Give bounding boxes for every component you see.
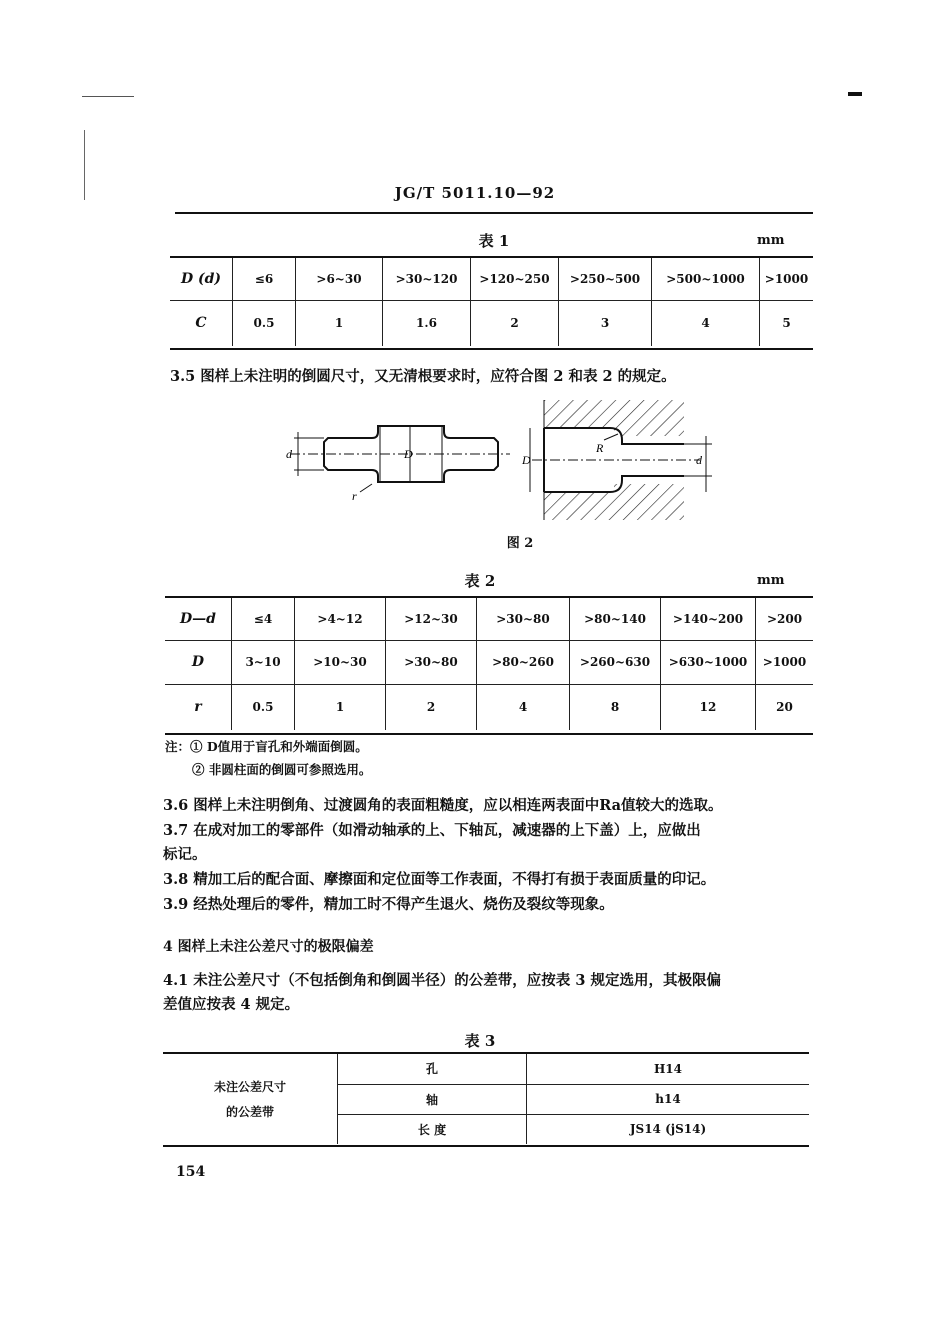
table-cell: D (d) [180,270,222,287]
table-cell: 5 [760,300,814,346]
dim-label-R: R [596,441,604,455]
leader-line [604,434,618,440]
table-cell: >80~140 [570,598,661,640]
table3-row-header [163,1054,338,1144]
table-cell: >250~500 [559,258,652,300]
table-cell: >30~80 [386,640,477,684]
table-cell: >1000 [756,640,814,684]
table-cell: 20 [756,684,814,730]
table3-bottom-rule [163,1145,809,1147]
table3-row-hole [163,1054,809,1084]
table-cell: 长 度 [338,1114,527,1144]
dim-label-d-left: d [286,447,292,461]
table-cell: >630~1000 [661,640,756,684]
table-cell: H14 [527,1054,810,1084]
table-cell: >4~12 [295,598,386,640]
table2-title: 表 2 [464,572,496,590]
table-cell: 1 [295,684,386,730]
table1-row-c [170,300,813,346]
table-cell: JS14 (jS14) [629,1122,707,1137]
table-cell: >500~1000 [652,258,760,300]
table-cell: 8 [570,684,661,730]
section-4-heading: 4 图样上未注公差尺寸的极限偏差 [163,939,374,955]
table1-unit: mm [757,233,785,248]
table-cell: 3~10 [232,640,295,684]
paragraph-3-6: 3.6 图样上未注明倒角、过渡圆角的表面粗糙度，应以相连两表面中Ra值较大的选取。 [163,797,723,814]
table-cell: >30~80 [477,598,570,640]
table-cell: >260~630 [570,640,661,684]
table-cell: 3 [559,300,652,346]
table-cell: ≤6 [233,258,296,300]
table-cell: >80~260 [477,640,570,684]
table2-row-D [165,640,813,684]
paragraph-3-7: 3.7 在成对加工的零部件（如滑动轴承的上、下轴瓦，减速器的上下盖）上，应做出 [163,822,701,839]
table-cell: C [170,300,233,346]
dim-label-D-left: D [404,447,413,461]
table-cell: 轴 [338,1084,527,1114]
table2 [165,598,813,730]
table2-unit: mm [757,573,785,588]
table2-row-dd [165,598,813,640]
paragraph-3-7-cont: 标记。 [163,846,207,863]
table2-bottom-rule [165,733,813,735]
table-cell: >120~250 [471,258,559,300]
table-cell: r [165,684,232,730]
table-cell: >6~30 [296,258,383,300]
page-number: 154 [176,1164,206,1180]
table-cell: 4 [652,300,760,346]
table-cell: 2 [386,684,477,730]
dim-label-d-right: d [696,453,702,467]
table-cell: D [165,640,232,684]
document-code: JG/T 5011.10—92 [394,184,556,202]
dim-label-r: r [352,489,357,503]
table-cell: 4 [477,684,570,730]
dim-label-D-right: D [522,453,531,467]
table-cell: 2 [471,300,559,346]
table-cell: >12~30 [386,598,477,640]
paragraph-3-8: 3.8 精加工后的配合面、摩擦面和定位面等工作表面，不得打有损于表面质量的印记。 [163,871,716,888]
table-cell: >140~200 [661,598,756,640]
table-cell: h14 [527,1084,810,1114]
table3-title: 表 3 [464,1032,496,1050]
table2-row-r [165,684,813,730]
paragraph-4-1-cont: 差值应按表 4 规定。 [163,996,300,1013]
table-cell: 0.5 [232,684,295,730]
note-2: ② 非圆柱面的倒圆可参照选用。 [192,762,372,777]
table-cell: D—d [180,610,216,627]
table3-row-header-line1: 未注公差尺寸 [213,1080,286,1094]
table-cell: >10~30 [295,640,386,684]
scan-mark-line [82,96,134,97]
leader-line [360,484,372,492]
paragraph-3-5: 3.5 图样上未注明的倒圆尺寸，又无清根要求时，应符合图 2 和表 2 的规定。 [170,368,676,385]
table1-bottom-rule [170,348,813,350]
table-cell: 12 [661,684,756,730]
table-cell: 1.6 [383,300,471,346]
table1-title: 表 1 [478,232,510,250]
table-cell: 1 [296,300,383,346]
figure-2-caption: 图 2 [506,536,534,551]
table-cell: ≤4 [232,598,295,640]
header-rule [175,212,813,214]
table-cell: >30~120 [383,258,471,300]
table3-row-header-line2: 的公差带 [225,1105,274,1119]
table1 [170,258,813,346]
table-cell: >200 [756,598,814,640]
note-1: 注：① D值用于盲孔和外端面倒圆。 [165,739,368,754]
table-cell: 孔 [338,1054,527,1084]
table1-row-d [170,258,813,300]
paragraph-4-1: 4.1 未注公差尺寸（不包括倒角和倒圆半径）的公差带，应按表 3 规定选用，其极限偏 [163,972,721,989]
scan-corner-mark [848,92,862,96]
figure-2-drawing [280,396,720,526]
paragraph-3-9: 3.9 经热处理后的零件，精加工时不得产生退火、烧伤及裂纹等现象。 [163,896,614,913]
table3 [163,1054,809,1144]
table-cell: >1000 [760,258,814,300]
table-cell: 0.5 [233,300,296,346]
